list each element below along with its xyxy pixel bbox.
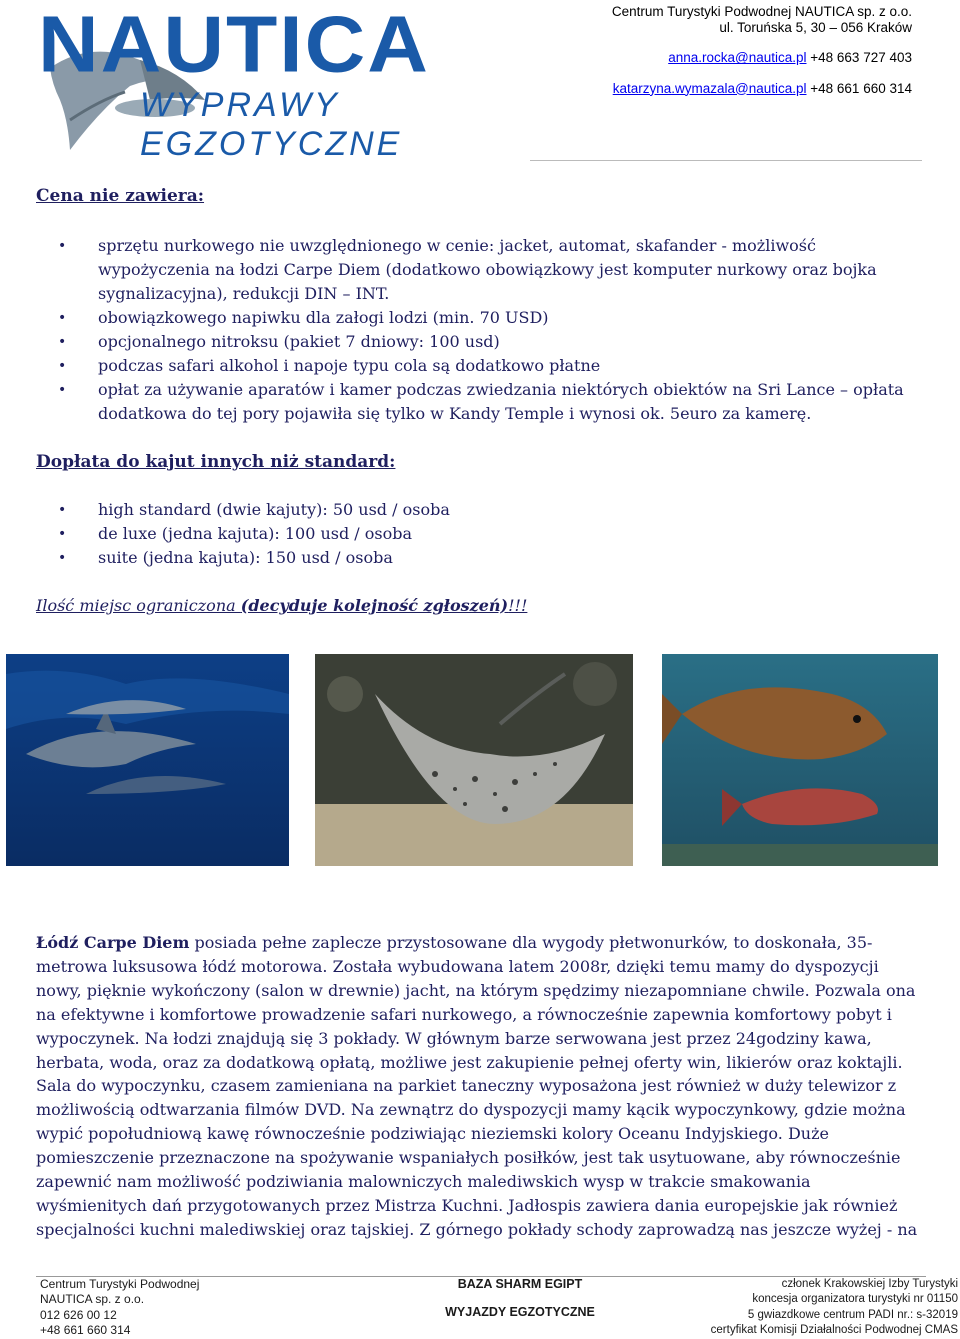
logo-wordmark: NAUTICA — [38, 0, 430, 89]
boat-description — [36, 931, 926, 1242]
nautica-logo — [30, 0, 530, 163]
cabins-heading: Dopłata do kajut innych niż standard: — [36, 452, 396, 472]
page-footer — [0, 1274, 960, 1338]
footer-company: Centrum Turystyki Podwodnej NAUTICA sp. z o.o. 012 626 00 12 +48 661 660 314 — [40, 1277, 200, 1338]
header-divider — [530, 160, 922, 161]
fish-photo — [662, 654, 938, 866]
footer-credentials: członek Krakowskiej Izby Turystyki koncesja organizatora turystyki nr 01150 5 gwiazdkowe centrum PADI nr.: s-32019 certyfikat Komisji Działalności Podwodnej CMAS — [710, 1278, 958, 1337]
boat-name: Łódź Carpe Diem — [36, 933, 190, 952]
footer-branches: BAZA SHARM EGIPT WYJAZDY EGZOTYCZNE — [445, 1277, 595, 1319]
list-item: • sprzętu nurkowego nie uwzględnionego w cenie: jacket, automat, skafander - możliwość wypożyczenia na łodzi Carpe Diem (dodatkowo obowiązkowy jest komputer nurkowy oraz bojka sygnalizacyjna), redukcji DIN – INT. — [58, 234, 928, 306]
email-link-anna[interactable]: anna.rocka@nautica.pl — [668, 50, 807, 66]
company-address: ul. Toruńska 5, 30 – 056 Kraków — [719, 20, 912, 36]
header-contact-block — [612, 4, 912, 97]
phone-katarzyna: +48 661 660 314 — [810, 80, 912, 96]
contact-anna — [612, 50, 912, 66]
list-item: • opcjonalnego nitroksu (pakiet 7 dniowy: 100 usd) — [58, 330, 928, 354]
cabins-list — [58, 498, 928, 570]
excluded-heading: Cena nie zawiera: — [36, 186, 205, 206]
company-name: Centrum Turystyki Podwodnej NAUTICA sp. z o.o. — [611, 4, 912, 19]
list-item: • obowiązkowego napiwku dla załogi lodzi (min. 70 USD) — [58, 306, 928, 330]
stingray-photo — [315, 654, 633, 866]
list-item: • de luxe (jedna kajuta): 100 usd / osoba — [58, 522, 928, 546]
excluded-list — [58, 234, 928, 426]
email-link-katarzyna[interactable]: katarzyna.wymazala@nautica.pl — [612, 80, 807, 96]
phone-anna: +48 663 727 403 — [810, 50, 912, 66]
list-item: • opłat za używanie aparatów i kamer podczas zwiedzania niektórych obiektów na Sri Lance – opłata dodatkowa do tej pory pojawiła się tylko w Kandy Temple i wynosi ok. 5euro za kamerę. — [58, 378, 928, 426]
contact-katarzyna — [612, 81, 912, 97]
list-item: • high standard (dwie kajuty): 50 usd / osoba — [58, 498, 928, 522]
description-text: posiada pełne zaplecze przystosowane dla wygody płetwonurków, to doskonała, 35-metrowa luksusowa łódź motorowa. Została wybudowana latem 2008r, dzięki temu mamy do dyspozycji nowy, pięknie wykończony (salon w drewnie) jacht, na którym spędzimy niezapomniane chwile. Pozwala ona na efektywne i komfortowe prowadzenie safari nurkowego, a równocześnie zapewnia komfortowy pobyt i wypoczynek. Na łodzi znajdują się 3 pokłady. W głównym barze serwowana jest przez 24godziny kawa, herbata, woda, oraz za dodatkową opłatą, możliwe jest zakupienie pełnej oferty win, likierów oraz koktajli. Sala do wypoczynku, czasem zamieniana na parkiet taneczny wyposażona jest również w duży telewizor z możliwością odtwarzania filmów DVD. Na zewnątrz do dyspozycji mamy kącik wypoczynkowy, gdzie można wypić popołudniową kawę równocześnie podziwiając nieziemski kolory Oceanu Indyjskiego. Duże pomieszczenie przeznaczone na spożywanie wspaniałych posiłków, jest tak usytuowane, aby równocześnie zapewnić nam możliwość podziwiania malowniczych malediwskich wysp w trakcie smakowania wyśmienitych dań przygotowanych przez Mistrza Kuchni. Jadłospis zawiera dania europejskie jak również specjalności kuchni malediwskiej oraz tajskiej. Z górnego pokłady schody zaprowadzą nas jeszcze wyżej - na — [36, 933, 918, 1239]
limited-places-notice: Ilość miejsc ograniczona (decyduje kolejność zgłoszeń)!!! — [36, 596, 528, 615]
dolphins-photo — [6, 654, 289, 866]
list-item: • podczas safari alkohol i napoje typu cola są dodatkowo płatne — [58, 354, 928, 378]
list-item: • suite (jedna kajuta): 150 usd / osoba — [58, 546, 928, 570]
logo-subtitle: WYPRAWY EGZOTYCZNE — [140, 86, 403, 163]
